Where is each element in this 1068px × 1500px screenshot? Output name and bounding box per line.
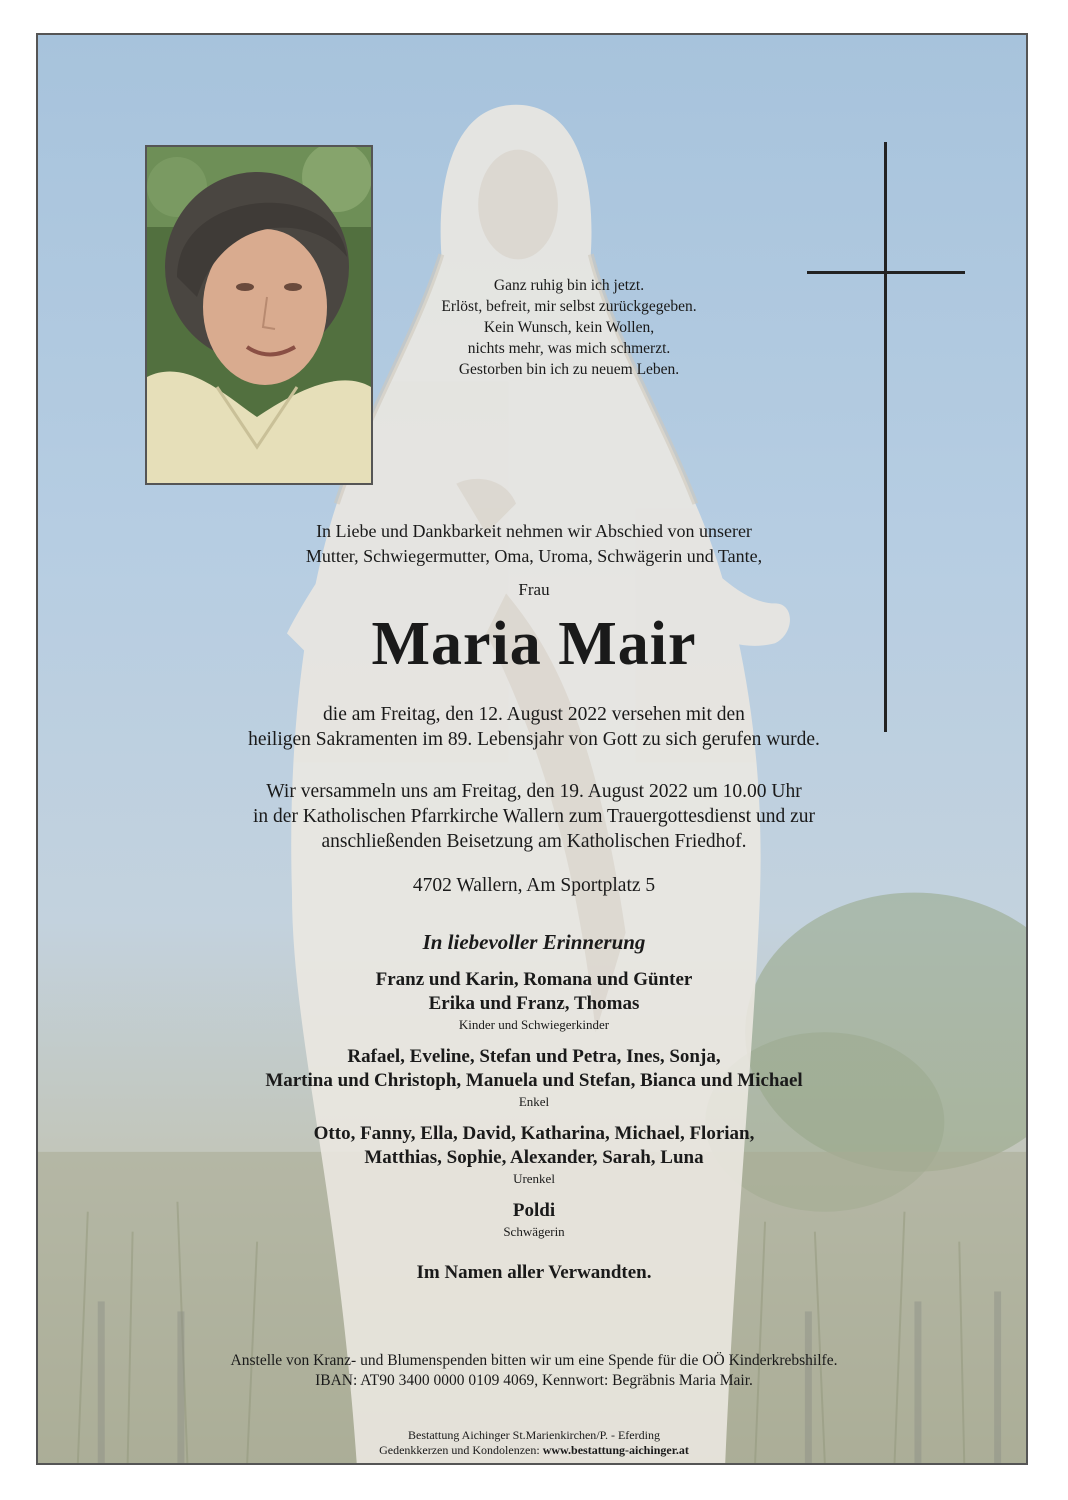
mourners-sister-in-law	[38, 1199, 1028, 1241]
address: 4702 Wallern, Am Sportplatz 5	[412, 875, 656, 896]
intro-text	[38, 519, 1028, 569]
service-line: Wir versammeln uns am Freitag, den 19. August 2022 um 10.00 Uhr	[266, 781, 802, 802]
deceased-name: Maria Mair	[371, 610, 697, 678]
mourner-names: Otto, Fanny, Ella, David, Katharina, Michael, Florian,	[313, 1123, 755, 1144]
mourners-grandchildren	[38, 1045, 1028, 1111]
death-notice	[38, 702, 1028, 752]
intro-line: Mutter, Schwiegermutter, Oma, Uroma, Schwägerin und Tante,	[305, 546, 763, 566]
poem	[396, 275, 742, 380]
mourner-role: Enkel	[518, 1094, 550, 1109]
funeral-home-name: Bestattung Aichinger St.Marienkirchen/P. - Eferding	[408, 1428, 660, 1442]
mourner-names: Matthias, Sophie, Alexander, Sarah, Luna	[364, 1147, 704, 1168]
mourners-great-grandchildren	[38, 1122, 1028, 1188]
salutation: Frau	[518, 580, 550, 599]
mourner-role: Kinder und Schwiegerkinder	[458, 1017, 610, 1032]
service-notice	[38, 779, 1028, 854]
poem-line: Kein Wunsch, kein Wollen,	[483, 319, 655, 336]
mourner-role: Schwägerin	[503, 1224, 565, 1239]
intro-line: In Liebe und Dankbarkeit nehmen wir Abschied von unserer	[316, 521, 752, 541]
service-line: anschließenden Beisetzung am Katholischen Friedhof.	[321, 831, 747, 852]
poem-line: nichts mehr, was mich schmerzt.	[467, 340, 671, 357]
donation-line: Anstelle von Kranz- und Blumenspenden bitten wir um eine Spende für die OÖ Kinderkrebshilfe.	[230, 1352, 838, 1369]
mourner-names: Martina und Christoph, Manuela und Stefan, Bianca und Michael	[265, 1070, 803, 1091]
mourner-names: Franz und Karin, Romana und Günter	[375, 969, 693, 990]
death-line: heiligen Sakramenten im 89. Lebensjahr von Gott zu sich gerufen wurde.	[248, 729, 820, 750]
cross-horizontal-bar	[807, 271, 965, 274]
mourner-names: Poldi	[512, 1200, 556, 1221]
mourner-role: Urenkel	[513, 1171, 555, 1186]
mourner-names: Rafael, Eveline, Stefan und Petra, Ines, Sonja,	[347, 1046, 721, 1067]
website-link[interactable]: www.bestattung-aichinger.at	[542, 1443, 689, 1457]
donation-line: IBAN: AT90 3400 0000 0109 4069, Kennwort: Begräbnis Maria Mair.	[315, 1372, 753, 1389]
mourners-children	[38, 968, 1028, 1034]
funeral-home-footer	[38, 1428, 1028, 1458]
donation-notice	[38, 1351, 1028, 1391]
memory-heading: In liebevoller Erinnerung	[422, 930, 646, 954]
service-line: in der Katholischen Pfarrkirche Wallern zum Trauergottesdienst und zur	[253, 806, 815, 827]
funeral-home-contact	[38, 1443, 1028, 1458]
poem-line: Erlöst, befreit, mir selbst zurückgegeben.	[441, 298, 697, 315]
obituary-card	[36, 33, 1028, 1465]
poem-line: Ganz ruhig bin ich jetzt.	[493, 277, 645, 294]
poem-line: Gestorben bin ich zu neuem Leben.	[458, 361, 680, 378]
mourner-names: Erika und Franz, Thomas	[428, 993, 640, 1014]
contact-label: Gedenkkerzen und Kondolenzen:	[379, 1443, 543, 1457]
portrait-photo	[145, 145, 373, 485]
closing-line: Im Namen aller Verwandten.	[416, 1262, 652, 1283]
death-line: die am Freitag, den 12. August 2022 versehen mit den	[323, 704, 745, 725]
